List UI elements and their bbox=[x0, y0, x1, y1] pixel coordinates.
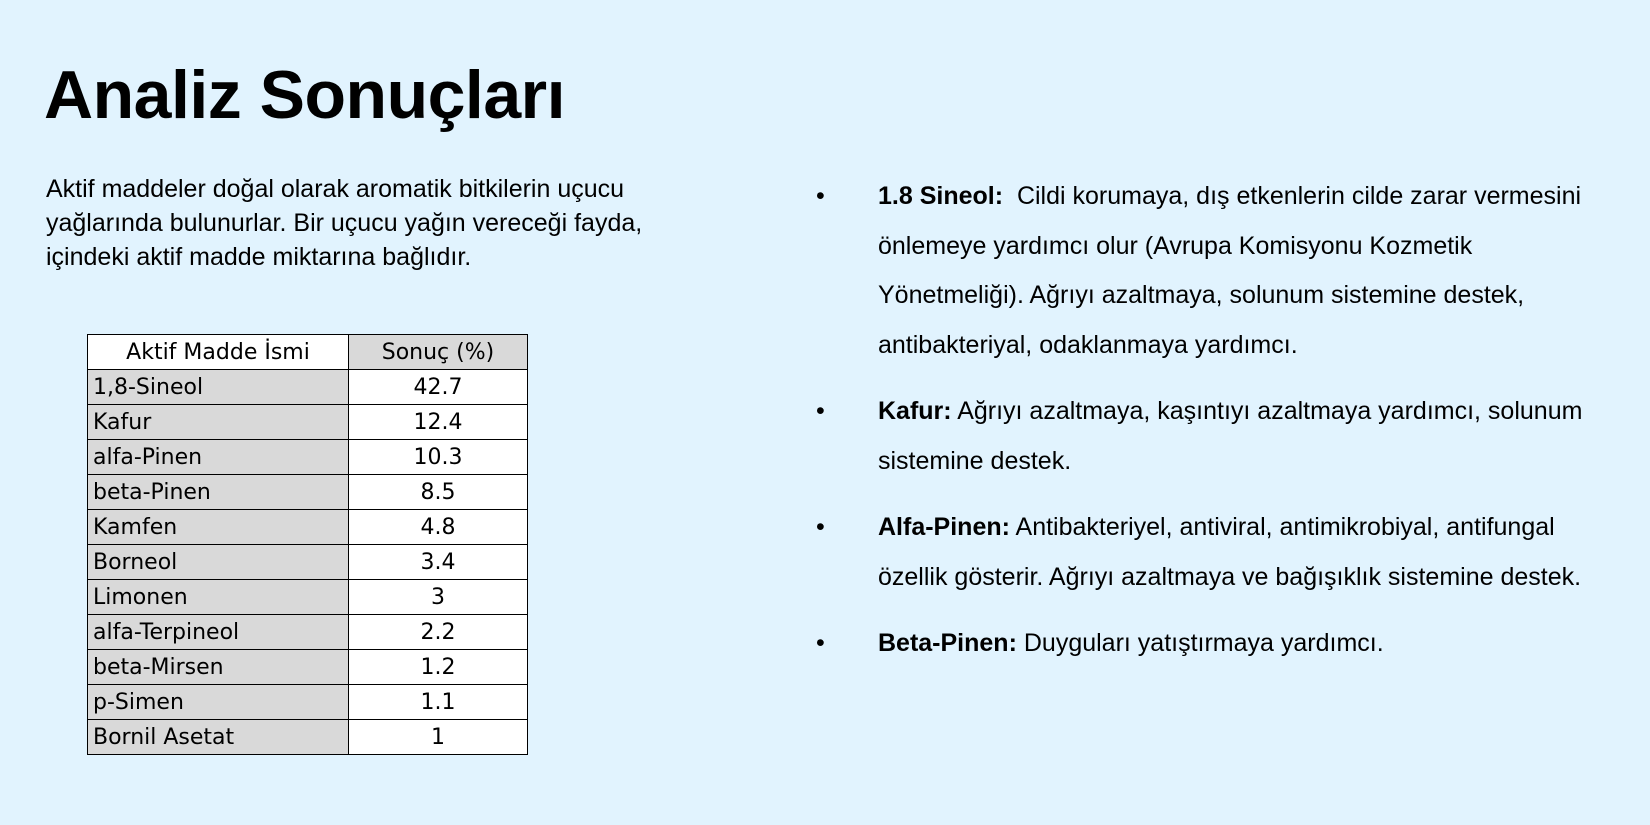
table-row bbox=[88, 440, 528, 475]
bullet-text: Cildi korumaya, dış etkenlerin cilde zarar vermesini önlemeye yardımcı olur (Avrupa Komisyonu Kozmetik Yönetmeliği). Ağrıyı azaltmaya, solunum sistemine destek, antibakteriyal, odaklanmaya yardımcı. bbox=[878, 182, 1582, 359]
table-row bbox=[88, 405, 528, 440]
bullet-term: 1.8 Sineol: bbox=[878, 182, 1004, 210]
row-value-cell: 4.8 bbox=[349, 510, 528, 545]
row-name-cell: Kafur bbox=[88, 405, 349, 440]
table-row bbox=[88, 615, 528, 650]
table-row bbox=[88, 685, 528, 720]
list-item bbox=[812, 387, 1602, 486]
intro-paragraph: Aktif maddeler doğal olarak aromatik bitkilerin uçucu yağlarında bulunurlar. Bir uçucu yağın vereceği fayda, içindeki aktif madde miktarına bağlıdır. bbox=[46, 175, 643, 271]
table-row bbox=[88, 475, 528, 510]
table-row bbox=[88, 510, 528, 545]
row-name-cell: Limonen bbox=[88, 580, 349, 615]
list-item bbox=[812, 503, 1602, 602]
page-title: Analiz Sonuçları bbox=[44, 57, 565, 133]
table-row bbox=[88, 545, 528, 580]
row-value-cell: 1.2 bbox=[349, 650, 528, 685]
row-value-cell: 3 bbox=[349, 580, 528, 615]
row-name-cell: Bornil Asetat bbox=[88, 720, 349, 755]
column-header-result: Sonuç (%) bbox=[349, 335, 528, 370]
table-row bbox=[88, 580, 528, 615]
bullet-icon: • bbox=[816, 182, 825, 210]
bullet-icon: • bbox=[816, 629, 825, 657]
benefits-list bbox=[812, 172, 1602, 686]
row-name-cell: beta-Pinen bbox=[88, 475, 349, 510]
results-table bbox=[87, 334, 528, 755]
row-value-cell: 10.3 bbox=[349, 440, 528, 475]
row-name-cell: alfa-Terpineol bbox=[88, 615, 349, 650]
column-header-name: Aktif Madde İsmi bbox=[88, 335, 349, 370]
table-row bbox=[88, 370, 528, 405]
row-value-cell: 1.1 bbox=[349, 685, 528, 720]
bullet-text: Duyguları yatıştırmaya yardımcı. bbox=[1023, 629, 1384, 657]
bullet-term: Kafur: bbox=[878, 397, 952, 425]
row-value-cell: 3.4 bbox=[349, 545, 528, 580]
bullet-text: Ağrıyı azaltmaya, kaşıntıyı azaltmaya yardımcı, solunum sistemine destek. bbox=[878, 397, 1583, 475]
row-value-cell: 2.2 bbox=[349, 615, 528, 650]
bullet-term: Beta-Pinen: bbox=[878, 629, 1017, 657]
table-row bbox=[88, 650, 528, 685]
row-name-cell: beta-Mirsen bbox=[88, 650, 349, 685]
row-value-cell: 12.4 bbox=[349, 405, 528, 440]
list-item bbox=[812, 172, 1602, 370]
bullet-term: Alfa-Pinen: bbox=[878, 513, 1010, 541]
table-row bbox=[88, 720, 528, 755]
bullet-icon: • bbox=[816, 397, 825, 425]
row-name-cell: Kamfen bbox=[88, 510, 349, 545]
row-value-cell: 8.5 bbox=[349, 475, 528, 510]
bullet-icon: • bbox=[816, 513, 825, 541]
row-name-cell: p-Simen bbox=[88, 685, 349, 720]
list-item bbox=[812, 619, 1602, 669]
bullet-text: Antibakteriyel, antiviral, antimikrobiyal, antifungal özellik gösterir. Ağrıyı azaltmaya ve bağışıklık sistemine destek. bbox=[878, 513, 1582, 591]
row-name-cell: 1,8-Sineol bbox=[88, 370, 349, 405]
row-value-cell: 1 bbox=[349, 720, 528, 755]
table-header-row bbox=[88, 335, 528, 370]
row-name-cell: alfa-Pinen bbox=[88, 440, 349, 475]
row-name-cell: Borneol bbox=[88, 545, 349, 580]
row-value-cell: 42.7 bbox=[349, 370, 528, 405]
